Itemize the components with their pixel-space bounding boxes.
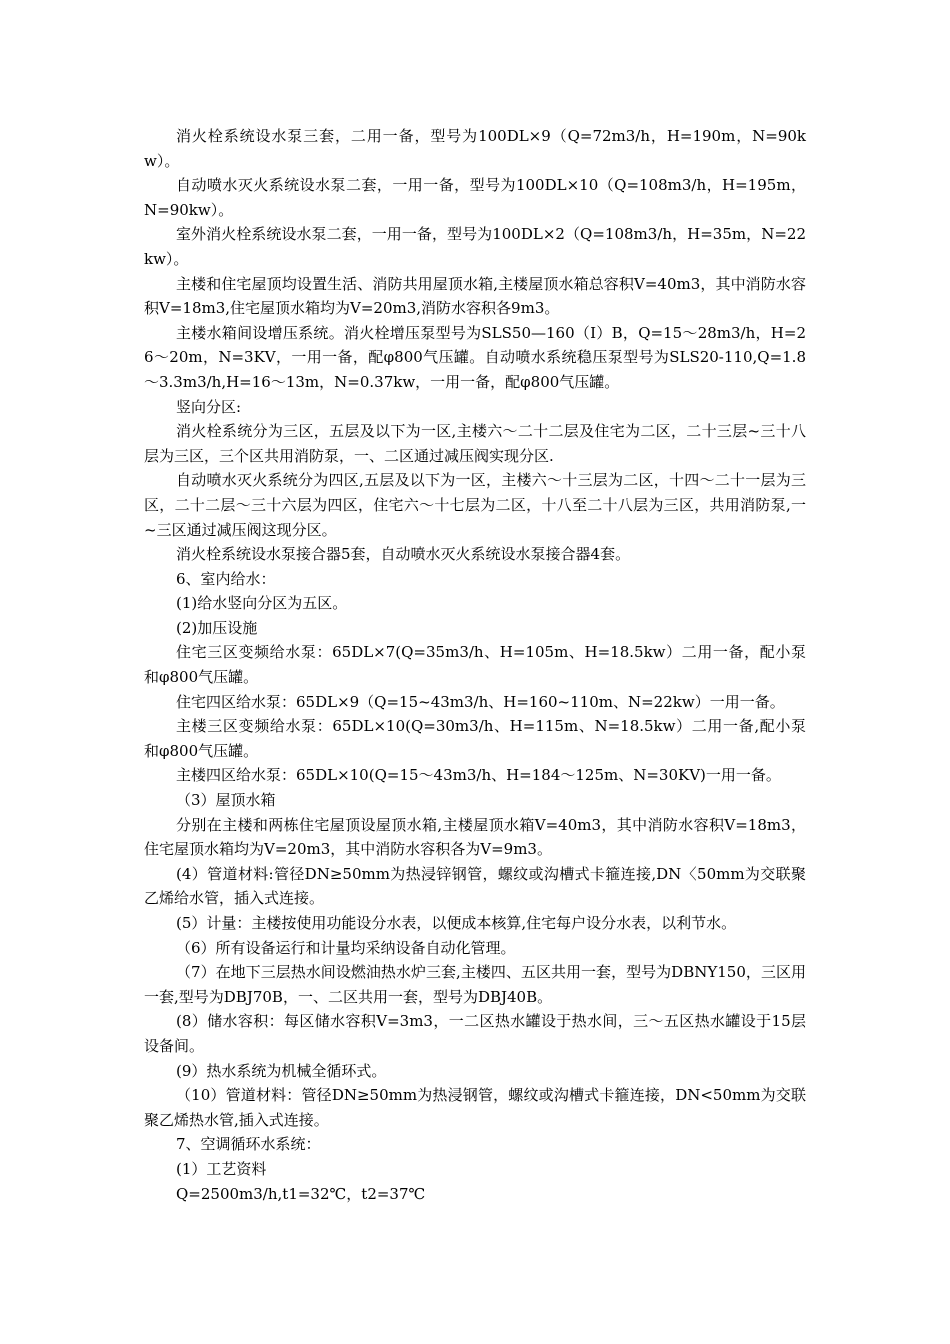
paragraph-pipe-materials: (4）管道材料:管径DN≥50mm为热浸锌钢管，螺纹或沟槽式卡箍连接,DN〈50mm为交联聚乙烯给水管，插入式连接。: [144, 864, 806, 908]
paragraph-main-zone3-pumps: 主楼三区变频给水泵：65DL×10(Q=30m3/h、H=115m、N=18.5kw）二用一备,配小泵和φ800气压罐。: [144, 717, 806, 760]
section-heading-ac-circulation: 7、空调循环水系统：: [176, 1135, 321, 1154]
paragraph-water-supply-zones: (1)给水竖向分区为五区。: [176, 594, 348, 613]
paragraph-storage-volume: (8）储水容积：每区储水容积V=3m3，一二区热水罐设于热水间，三～五区热水罐设于15层设备间。: [144, 1012, 806, 1055]
paragraph-roof-tank-heading: （3）屋顶水箱: [176, 791, 276, 810]
paragraph-fire-hydrant-pumps: 消火栓系统设水泵三套，二用一备，型号为100DL×9（Q=72m3/h，H=190m，N=90kw）。: [144, 127, 806, 170]
paragraph-roof-tanks: 主楼和住宅屋顶均设置生活、消防共用屋顶水箱,主楼屋顶水箱总容积V=40m3，其中消防水容积V=18m3,住宅屋顶水箱均为V=20m3,消防水容积各9m3。: [144, 274, 806, 318]
paragraph-booster-facilities: (2)加压设施: [176, 618, 258, 637]
section-heading-indoor-water-supply: 6、室内给水：: [176, 569, 276, 588]
paragraph-metering: (5）计量：主楼按使用功能设分水表，以便成本核算,住宅每户设分水表，以利节水。: [176, 914, 737, 932]
paragraph-sprinkler-zoning: 自动喷水灭火系统分为四区,五层及以下为一区，主楼六～十三层为二区，十四～二十一层为三区，二十二层～三十六层为四区，住宅六～十七层为二区，十八至二十八层为三区，共用消防泵,一~三区通过减压阀这现分区。: [144, 471, 806, 539]
paragraph-vertical-zoning-heading: 竖向分区:: [176, 397, 242, 416]
paragraph-main-zone4-pumps: 主楼四区给水泵：65DL×10(Q=15～43m3/h、H=184～125m、N=30KV)一用一备。: [176, 766, 781, 785]
document-body: [144, 124, 806, 1206]
paragraph-pump-connectors: 消火栓系统设水泵接合器5套，自动喷水灭火系统设水泵接合器4套。: [176, 545, 631, 564]
paragraph-hydrant-zoning: 消火栓系统分为三区，五层及以下为一区,主楼六～二十二层及住宅为二区，二十三层~三十八层为三区，三个区共用消防泵，一、二区通过减压阀实现分区.: [144, 422, 806, 465]
paragraph-hot-water-circulation: (9）热水系统为机械全循环式。: [176, 1061, 387, 1080]
paragraph-roof-tank-details: 分别在主楼和两栋住宅屋顶设屋顶水箱,主楼屋顶水箱V=40m3，其中消防水容积V=18m3，住宅屋顶水箱均为V=20m3，其中消防水容积各为V=9m3。: [144, 815, 806, 859]
paragraph-hot-water-pipe-materials: （10）管道材料：管径DN≥50mm为热浸钢管，螺纹或沟槽式卡箍连接，DN<50mm为交联聚乙烯热水管,插入式连接。: [144, 1086, 806, 1129]
paragraph-sprinkler-pumps: 自动喷水灭火系统设水泵二套，一用一备，型号为100DL×10（Q=108m3/h，H=195m，N=90kw）。: [144, 176, 806, 219]
paragraph-process-data-heading: (1）工艺资料: [176, 1159, 267, 1178]
paragraph-hot-water-boilers: （7）在地下三层热水间设燃油热水炉三套,主楼四、五区共用一套，型号为DBNY150，三区用一套,型号为DBJ70B，一、二区共用一套，型号为DBJ40B。: [144, 963, 806, 1006]
paragraph-residential-zone4-pumps: 住宅四区给水泵：65DL×9（Q=15~43m3/h、H=160~110m、N=22kw）一用一备。: [176, 692, 785, 711]
paragraph-outdoor-hydrant-pumps: 室外消火栓系统设水泵二套，一用一备，型号为100DL×2（Q=108m3/h，H=35m，N=22kw）。: [144, 225, 806, 268]
paragraph-residential-zone3-pumps: 住宅三区变频给水泵：65DL×7(Q=35m3/h、H=105m、H=18.5kw）二用一备，配小泵和φ800气压罐。: [144, 643, 806, 687]
paragraph-booster-system: 主楼水箱间设增压系统。消火栓增压泵型号为SLS50—160（I）B，Q=15～28m3/h，H=26～20m，N=3KV，一用一备，配φ800气压罐。自动喷水系统稳压泵型号为SLS20-110,Q=1.8～3.3m3/h,H=16～13m，N=0.37kw，一用一备，配φ800气压罐。: [144, 323, 806, 391]
paragraph-automation: （6）所有设备运行和计量均采纳设备自动化管理。: [176, 938, 516, 957]
paragraph-process-data-values: Q=2500m3/h,t1=32℃，t2=37℃: [176, 1184, 426, 1203]
